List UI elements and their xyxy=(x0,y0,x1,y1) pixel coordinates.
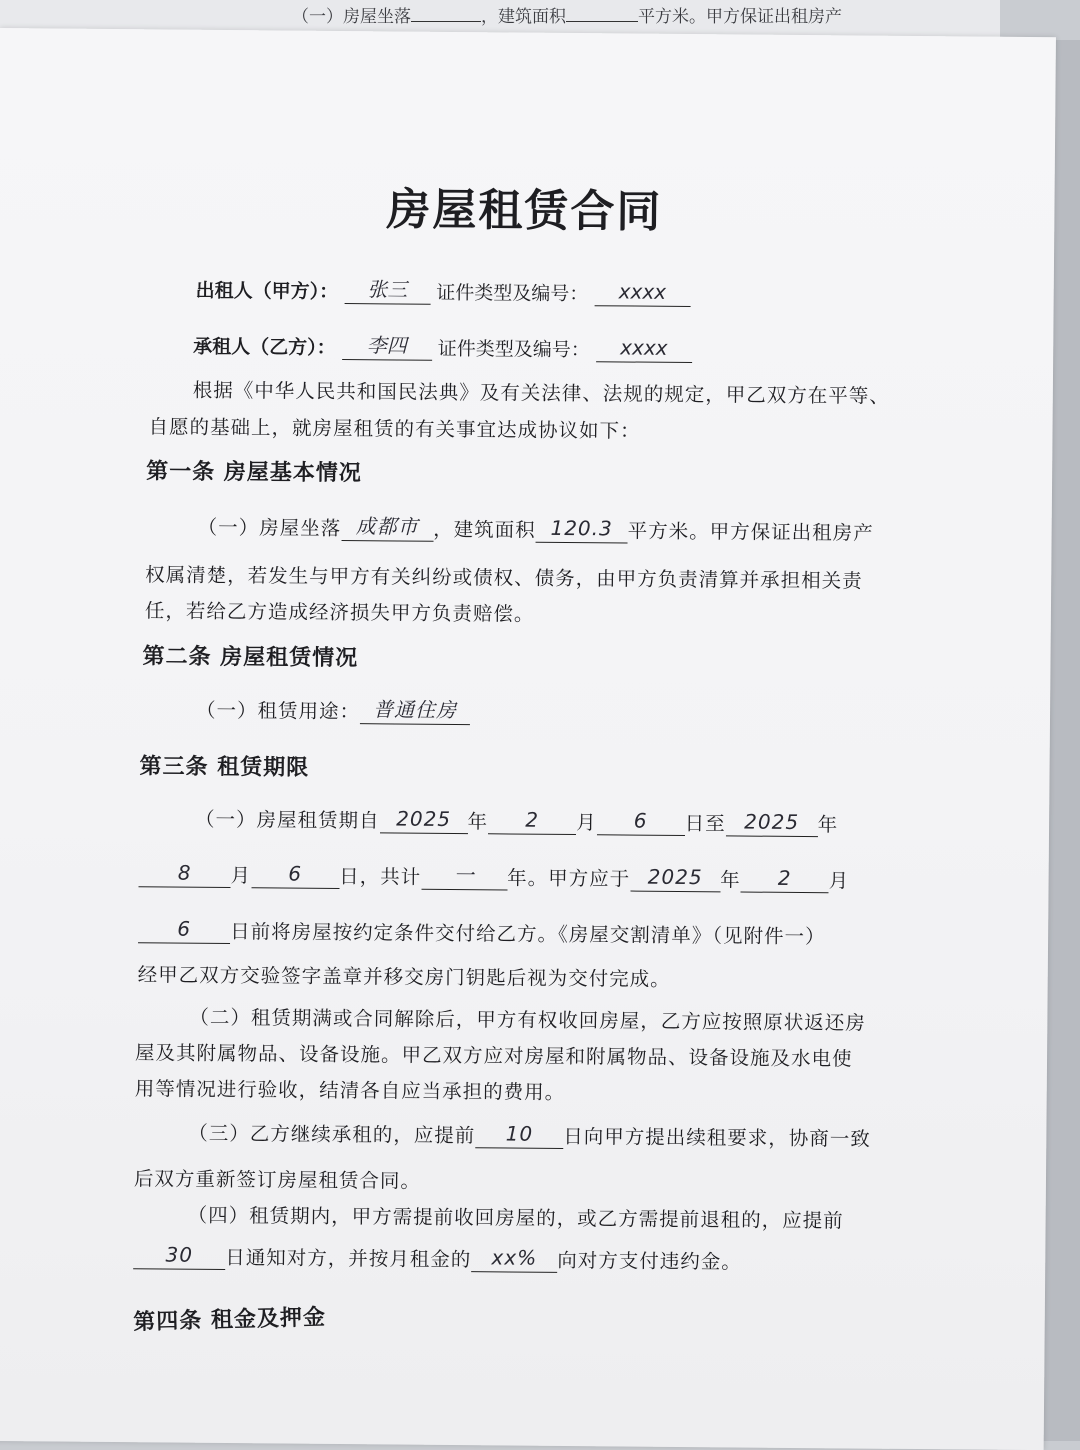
article3-p1-line1 xyxy=(195,804,838,838)
lessor-id-label: 证件类型及编号： xyxy=(436,281,589,306)
article3-p1-line3 xyxy=(138,915,826,949)
end-year-field[interactable]: 2025 xyxy=(726,809,818,837)
preamble-line-2: 自愿的基础上，就房屋租赁的有关事宜达成协议如下： xyxy=(148,415,641,443)
use-label: （一）租赁用途： xyxy=(195,698,361,724)
deliver-year-field[interactable]: 2025 xyxy=(630,865,720,893)
article3-p2-line2: 屋及其附属物品、设备设施。甲乙双方应对房屋和附属物品、设备设施及水电使 xyxy=(134,1041,853,1071)
back-blank-2 xyxy=(566,21,638,22)
notice-days-field[interactable]: 30 xyxy=(133,1242,225,1270)
article3-p2-line1: （二）租赁期满或合同解除后，甲方有权收回房屋，乙方应按照原状返还房 xyxy=(189,1005,866,1035)
article1-heading: 第一条 房屋基本情况 xyxy=(146,458,362,487)
penalty-text-a: 日通知对方，并按月租金的 xyxy=(225,1246,472,1272)
end-day-field[interactable]: 6 xyxy=(251,861,339,889)
term-day-to-label: 日至 xyxy=(684,812,726,836)
article3-p1-line4: 经甲乙双方交验签字盖章并移交房门钥匙后视为交付完成。 xyxy=(137,963,671,991)
area-field[interactable]: 120.3 xyxy=(536,516,628,544)
term-year2-label: 年 xyxy=(817,813,839,837)
term-text-a: （一）房屋租赁期自 xyxy=(195,807,380,833)
renewal-text-a: （三）乙方继续承租的，应提前 xyxy=(188,1121,476,1148)
start-day-field[interactable]: 6 xyxy=(597,808,685,836)
article3-p2-line3: 用等情况进行验收，结清各自应当承担的费用。 xyxy=(134,1077,566,1104)
article3-p3-line2: 后双方重新签订房屋租赁合同。 xyxy=(133,1167,422,1193)
lessee-name-field[interactable]: 李四 xyxy=(342,333,432,361)
renewal-text-b: 日向甲方提出续租要求，协商一致 xyxy=(563,1124,871,1151)
lessee-row xyxy=(193,332,692,363)
end-month-field[interactable]: 8 xyxy=(139,860,231,888)
article3-heading: 第三条 租赁期限 xyxy=(139,753,310,781)
article3-p4-line1: （四）租赁期内，甲方需提前收回房屋的，或乙方需提前退租的，应提前 xyxy=(187,1203,844,1233)
term-month3-label: 月 xyxy=(828,869,850,893)
article1-text-a: （一）房屋坐落 xyxy=(197,515,342,540)
back-blank-1 xyxy=(411,21,481,22)
contract-page xyxy=(0,28,1056,1450)
term-year-label: 年 xyxy=(467,810,489,834)
start-month-field[interactable]: 2 xyxy=(488,807,576,835)
article4-heading: 第四条 租金及押金 xyxy=(132,1304,327,1336)
lessor-id-field[interactable]: xxxx xyxy=(594,279,690,307)
article1-text-b: ，建筑面积 xyxy=(433,517,536,542)
back-text-a: （一）房屋坐落 xyxy=(292,7,411,27)
background-sheet-text xyxy=(292,2,842,27)
article1-line2: 权属清楚，若发生与甲方有关纠纷或债权、债务，由甲方负责清算并承担相关责 xyxy=(145,563,863,593)
article1-line3: 任，若给乙方造成经济损失甲方负责赔偿。 xyxy=(144,599,535,626)
term-month-label: 月 xyxy=(576,811,597,835)
term-total-label: 日，共计 xyxy=(339,864,422,889)
lessor-label: 出租人（甲方）： xyxy=(195,279,339,303)
lessee-id-label: 证件类型及编号： xyxy=(437,337,590,362)
penalty-text-b: 向对方支付违约金。 xyxy=(557,1248,742,1274)
deliver-text: 年。甲方应于 xyxy=(507,866,631,891)
term-month2-label: 月 xyxy=(230,864,252,888)
article2-use-row xyxy=(196,695,470,725)
article3-p1-line2 xyxy=(139,859,850,893)
deliver-day-field[interactable]: 6 xyxy=(138,916,230,944)
article1-paragraph1 xyxy=(198,512,874,546)
start-year-field[interactable]: 2025 xyxy=(380,806,468,834)
renewal-days-field[interactable]: 10 xyxy=(475,1121,563,1149)
article2-heading: 第二条 房屋租赁情况 xyxy=(142,643,359,672)
article3-p3-line1 xyxy=(188,1118,871,1152)
term-year3-label: 年 xyxy=(720,868,741,892)
preamble-line-1: 根据《中华人民共和国民法典》及有关法律、法规的规定，甲乙双方在平等、 xyxy=(192,378,890,408)
back-text-c: 平方米。甲方保证出租房产 xyxy=(638,7,842,27)
lessee-label: 承租人（乙方）： xyxy=(193,335,336,359)
deliver-text-rest: 日前将房屋按约定条件交付给乙方。《房屋交割清单》（见附件一） xyxy=(230,920,826,949)
article1-text-c: 平方米。甲方保证出租房产 xyxy=(627,519,874,545)
contract-title: 房屋租赁合同 xyxy=(386,184,663,238)
lessor-row xyxy=(196,276,691,307)
location-field[interactable]: 成都市 xyxy=(341,514,433,542)
lessee-id-field[interactable]: xxxx xyxy=(596,335,692,363)
deliver-month-field[interactable]: 2 xyxy=(741,865,829,893)
lessor-name-field[interactable]: 张三 xyxy=(344,277,430,305)
total-years-field[interactable]: 一 xyxy=(421,863,507,891)
article3-p4-line2 xyxy=(133,1241,742,1274)
back-text-b: ，建筑面积 xyxy=(481,7,566,27)
use-field[interactable]: 普通住房 xyxy=(360,697,470,725)
penalty-percent-field[interactable]: xx% xyxy=(471,1245,557,1273)
